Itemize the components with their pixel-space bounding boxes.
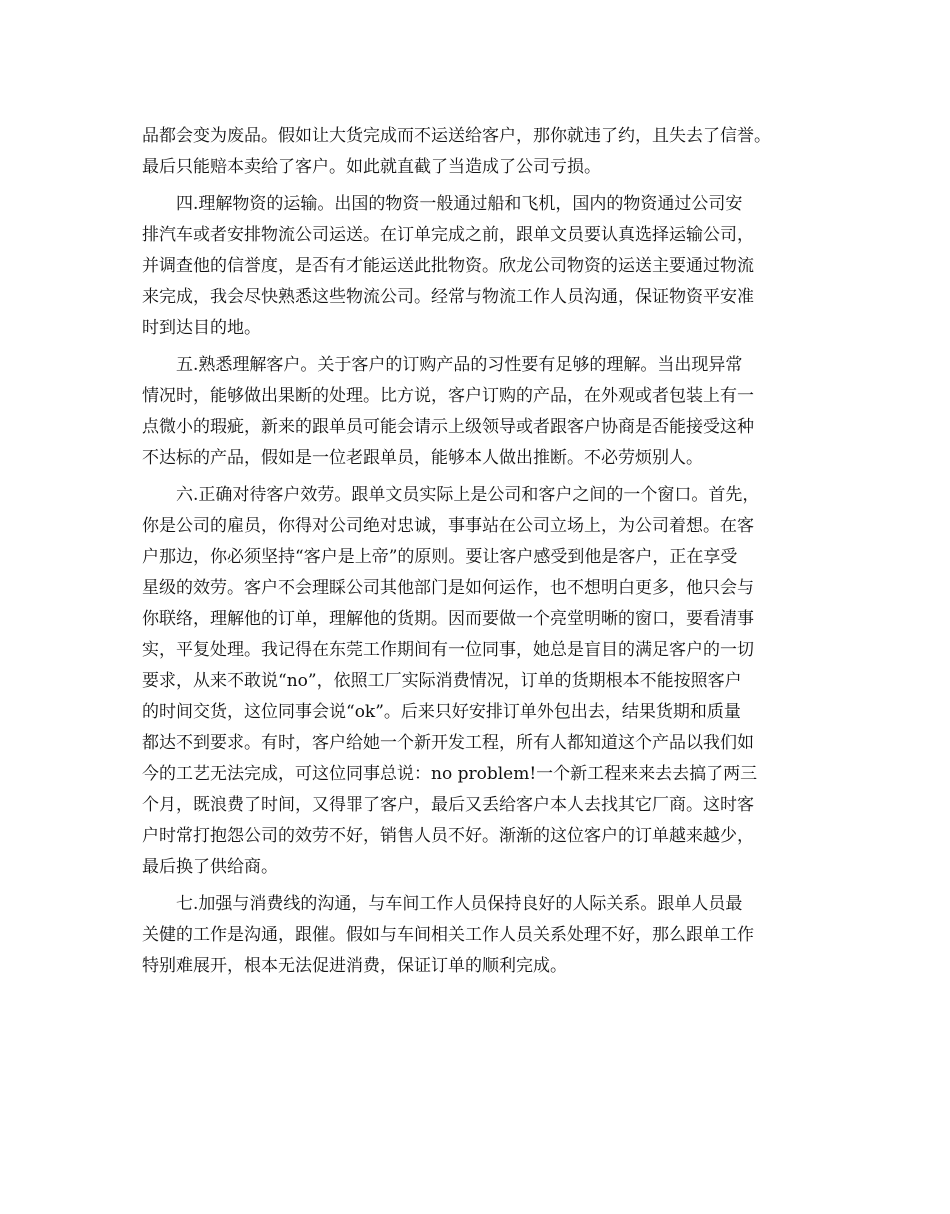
text-line: 最后换了供给商。 xyxy=(142,857,278,877)
text-line: 点微小的瑕疵，新来的跟单员可能会请示上级领导或者跟客户协商是否能接受这种 xyxy=(142,417,754,437)
text-line: 实，平复处理。我记得在东莞工作期间有一位同事，她总是盲目的满足客户的一切 xyxy=(142,640,754,660)
text-line: 要求，从来不敢说“no”，依照工厂实际消费情况，订单的货期根本不能按照客户 xyxy=(142,671,742,691)
text-line: 五.熟悉理解客户。关于客户的订购产品的习性要有足够的理解。当出现异常 xyxy=(176,355,743,375)
text-line: 最后只能赔本卖给了客户。如此就直截了当造成了公司亏损。 xyxy=(142,157,601,177)
text-line: 你联络，理解他的订单，理解他的货期。因而要做一个亮堂明晰的窗口，要看清事 xyxy=(142,609,754,629)
text-line: 个月，既浪费了时间，又得罪了客户，最后又丢给客户本人去找其它厂商。这时客 xyxy=(142,795,754,815)
paragraph-item-5 xyxy=(142,350,832,474)
paragraph-continuation xyxy=(142,121,832,183)
document-body xyxy=(142,121,832,982)
text-line: 品都会变为废品。假如让大货完成而不运送给客户，那你就违了约，且失去了信誉。 xyxy=(142,126,771,146)
text-line: 星级的效劳。客户不会理睬公司其他部门是如何运作，也不想明白更多，他只会与 xyxy=(142,578,754,598)
text-line: 四.理解物资的运输。出国的物资一般通过船和飞机，国内的物资通过公司安 xyxy=(176,194,743,214)
text-line: 不达标的产品，假如是一位老跟单员，能够本人做出推断。不必劳烦别人。 xyxy=(142,448,703,468)
text-line: 关健的工作是沟通，跟催。假如与车间相关工作人员关系处理不好，那么跟单工作 xyxy=(142,925,754,945)
text-line: 情况时，能够做出果断的处理。比方说，客户订购的产品，在外观或者包装上有一 xyxy=(142,386,754,406)
text-line: 户时常打抱怨公司的效劳不好，销售人员不好。渐渐的这位客户的订单越来越少， xyxy=(142,826,754,846)
text-line: 你是公司的雇员，你得对公司绝对忠诚，事事站在公司立场上，为公司着想。在客 xyxy=(142,516,754,536)
text-line: 七.加强与消费线的沟通，与车间工作人员保持良好的人际关系。跟单人员最 xyxy=(176,894,743,914)
text-line: 六.正确对待客户效劳。跟单文员实际上是公司和客户之间的一个窗口。首先， xyxy=(176,485,760,505)
text-line: 来完成，我会尽快熟悉这些物流公司。经常与物流工作人员沟通，保证物资平安准 xyxy=(142,287,754,307)
paragraph-item-4 xyxy=(142,189,832,344)
paragraph-item-6 xyxy=(142,480,832,883)
text-line: 并调查他的信誉度，是否有才能运送此批物资。欣龙公司物资的运送主要通过物流 xyxy=(142,256,754,276)
text-line: 的时间交货，这位同事会说“ok”。后来只好安排订单外包出去，结果货期和质量 xyxy=(142,702,741,722)
text-line: 排汽车或者安排物流公司运送。在订单完成之前，跟单文员要认真选择运输公司， xyxy=(142,225,754,245)
text-line: 特别难展开，根本无法促进消费，保证订单的顺利完成。 xyxy=(142,956,567,976)
text-line: 都达不到要求。有时，客户给她一个新开发工程，所有人都知道这个产品以我们如 xyxy=(142,733,754,753)
text-line: 时到达目的地。 xyxy=(142,318,261,338)
paragraph-item-7 xyxy=(142,889,832,982)
text-line: 今的工艺无法完成，可这位同事总说：no problem!一个新工程来来去去搞了两三 xyxy=(142,764,758,784)
text-line: 户那边，你必须坚持“客户是上帝”的原则。要让客户感受到他是客户，正在享受 xyxy=(142,547,738,567)
